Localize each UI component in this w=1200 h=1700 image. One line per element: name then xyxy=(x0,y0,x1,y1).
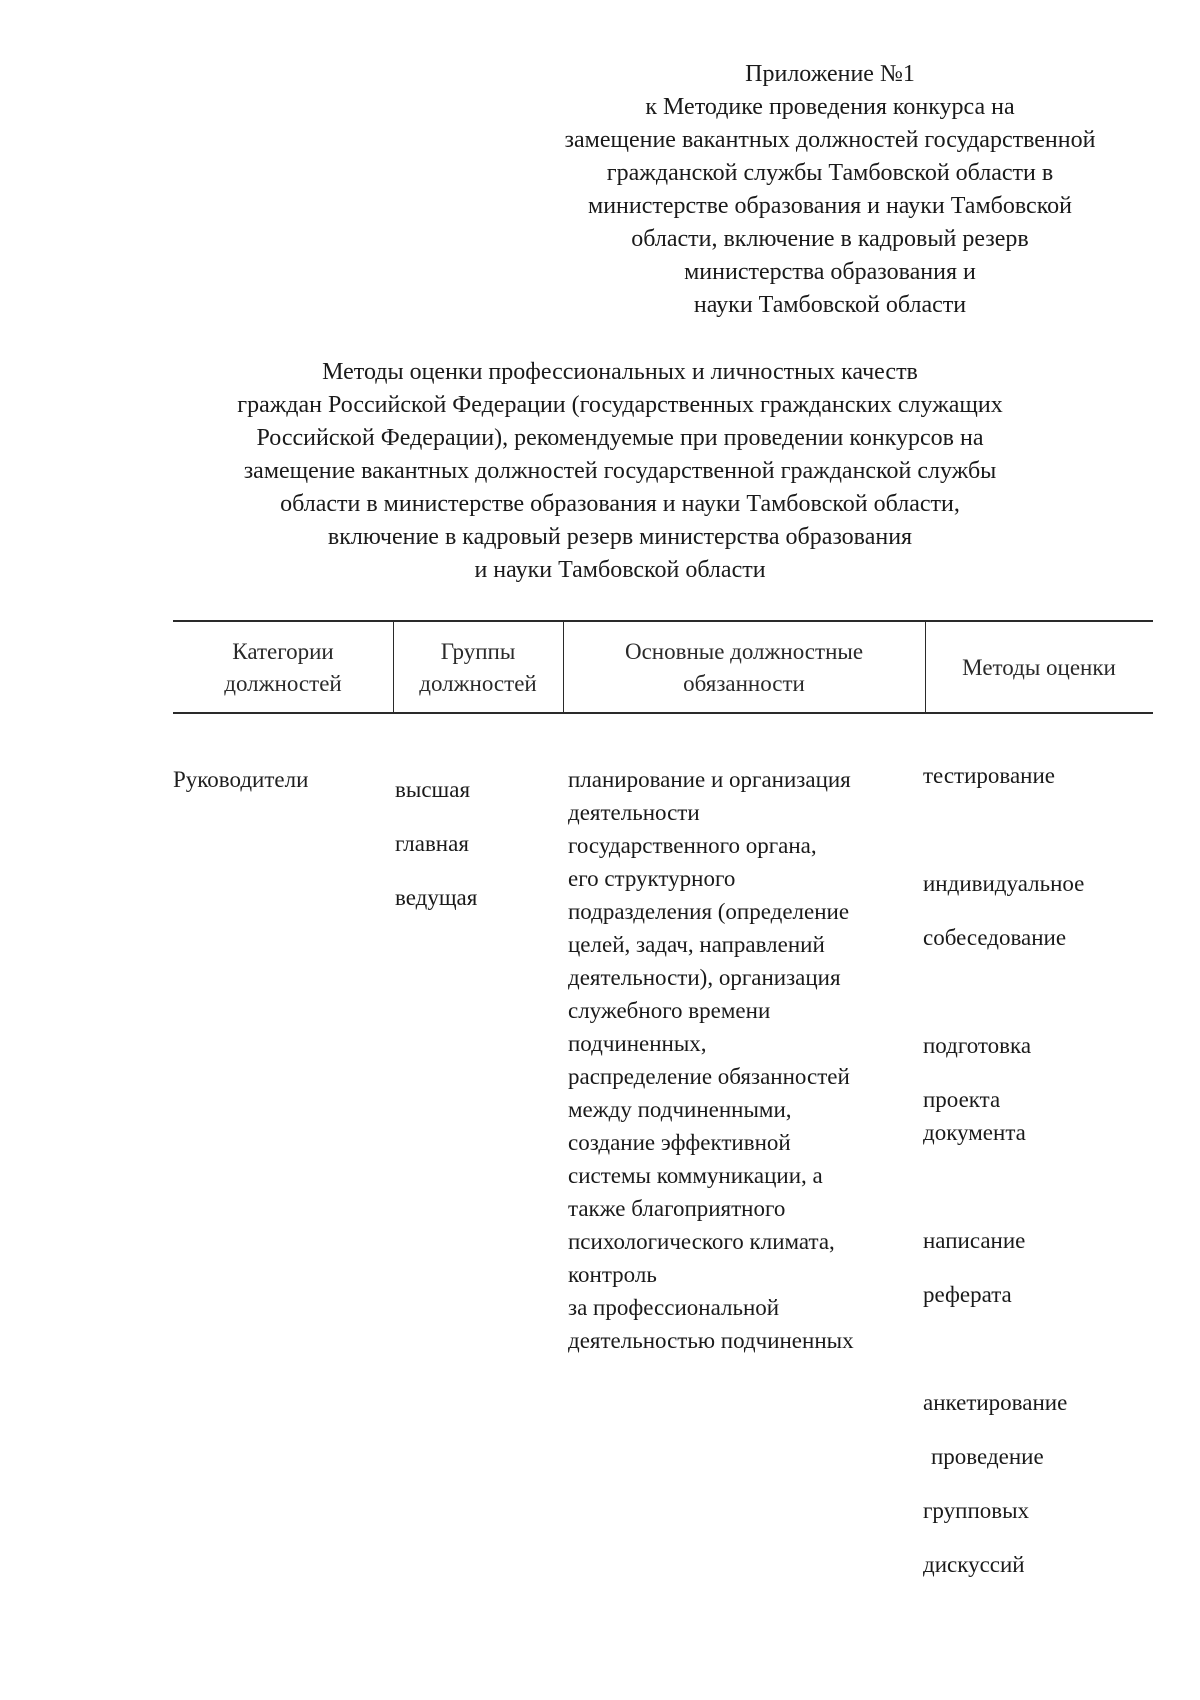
title-line: Российской Федерации), рекомендуемые при проведении конкурсов на xyxy=(256,425,984,451)
title-line: замещение вакантных должностей государственной гражданской службы xyxy=(243,458,997,484)
header-groups xyxy=(393,636,563,700)
groups-cell xyxy=(395,763,477,925)
appendix-line: к Методике проведения конкурса на xyxy=(645,94,1015,120)
duty-line: за профессиональной xyxy=(568,1295,780,1320)
document-title xyxy=(140,356,1100,587)
title-line: и науки Тамбовской области xyxy=(474,557,766,583)
appendix-line: гражданской службы Тамбовской области в xyxy=(606,160,1054,186)
title-line: включение в кадровый резерв министерства образования xyxy=(327,524,913,550)
header-line: Основные должностные xyxy=(624,639,864,664)
duty-line: психологического климата, xyxy=(568,1229,835,1254)
appendix-line: области, включение в кадровый резерв xyxy=(631,226,1029,252)
duty-line: подчиненных, xyxy=(568,1031,707,1056)
duty-line: его структурного xyxy=(568,866,736,891)
duty-line: деятельностью подчиненных xyxy=(568,1328,854,1353)
duty-line: государственного органа, xyxy=(568,833,817,858)
appendix-line: науки Тамбовской области xyxy=(693,292,967,318)
method-line: проекта xyxy=(923,1087,1001,1112)
header-categories xyxy=(173,636,393,700)
duty-line: подразделения (определение xyxy=(568,899,850,924)
header-line: Методы оценки xyxy=(962,655,1116,680)
appendix-line: Приложение №1 xyxy=(745,61,915,87)
duty-line: служебного времени xyxy=(568,998,771,1023)
duty-line: планирование и организация xyxy=(568,767,851,792)
header-duties xyxy=(563,636,925,700)
appendix-line: министерства образования и xyxy=(684,259,976,285)
duty-line: между подчиненными, xyxy=(568,1097,792,1122)
duty-line: системы коммуникации, а xyxy=(568,1163,823,1188)
group-item: ведущая xyxy=(395,885,478,910)
header-methods xyxy=(925,652,1153,684)
method-line: проведение xyxy=(931,1444,1044,1469)
table-top-rule xyxy=(173,620,1153,622)
method-line: документа xyxy=(923,1120,1026,1145)
header-line: Категории xyxy=(232,639,334,664)
header-line: обязанности xyxy=(683,671,805,696)
duty-line: деятельности), организация xyxy=(568,965,841,990)
method-line: реферата xyxy=(923,1282,1012,1307)
method-line: тестирование xyxy=(923,763,1055,788)
header-line: должностей xyxy=(224,671,342,696)
duty-line: также благоприятного xyxy=(568,1196,786,1221)
method-line: написание xyxy=(923,1228,1026,1253)
duty-line: контроль xyxy=(568,1262,657,1287)
appendix-header xyxy=(510,58,1150,322)
appendix-line: замещение вакантных должностей государственной xyxy=(564,127,1096,153)
table-header-rule xyxy=(173,712,1153,714)
method-line: групповых xyxy=(923,1498,1030,1523)
method-line: дискуссий xyxy=(923,1552,1025,1577)
method-line: подготовка xyxy=(923,1033,1032,1058)
group-item: главная xyxy=(395,831,469,856)
duty-line: деятельности xyxy=(568,800,700,825)
title-line: Методы оценки профессиональных и личностных качеств xyxy=(322,359,918,385)
group-item: высшая xyxy=(395,777,471,802)
title-line: граждан Российской Федерации (государственных гражданских служащих xyxy=(237,392,1003,418)
title-line: области в министерстве образования и науки Тамбовской области, xyxy=(280,491,960,517)
appendix-line: министерстве образования и науки Тамбовской xyxy=(588,193,1072,219)
header-line: Группы xyxy=(440,639,516,664)
header-line: должностей xyxy=(419,671,537,696)
method-line: анкетирование xyxy=(923,1390,1068,1415)
category-cell: Руководители xyxy=(173,767,309,792)
method-line: собеседование xyxy=(923,925,1067,950)
duty-line: целей, задач, направлений xyxy=(568,932,825,957)
method-line: индивидуальное xyxy=(923,871,1085,896)
duty-line: распределение обязанностей xyxy=(568,1064,850,1089)
duty-line: создание эффективной xyxy=(568,1130,791,1155)
duties-cell xyxy=(568,763,854,1357)
